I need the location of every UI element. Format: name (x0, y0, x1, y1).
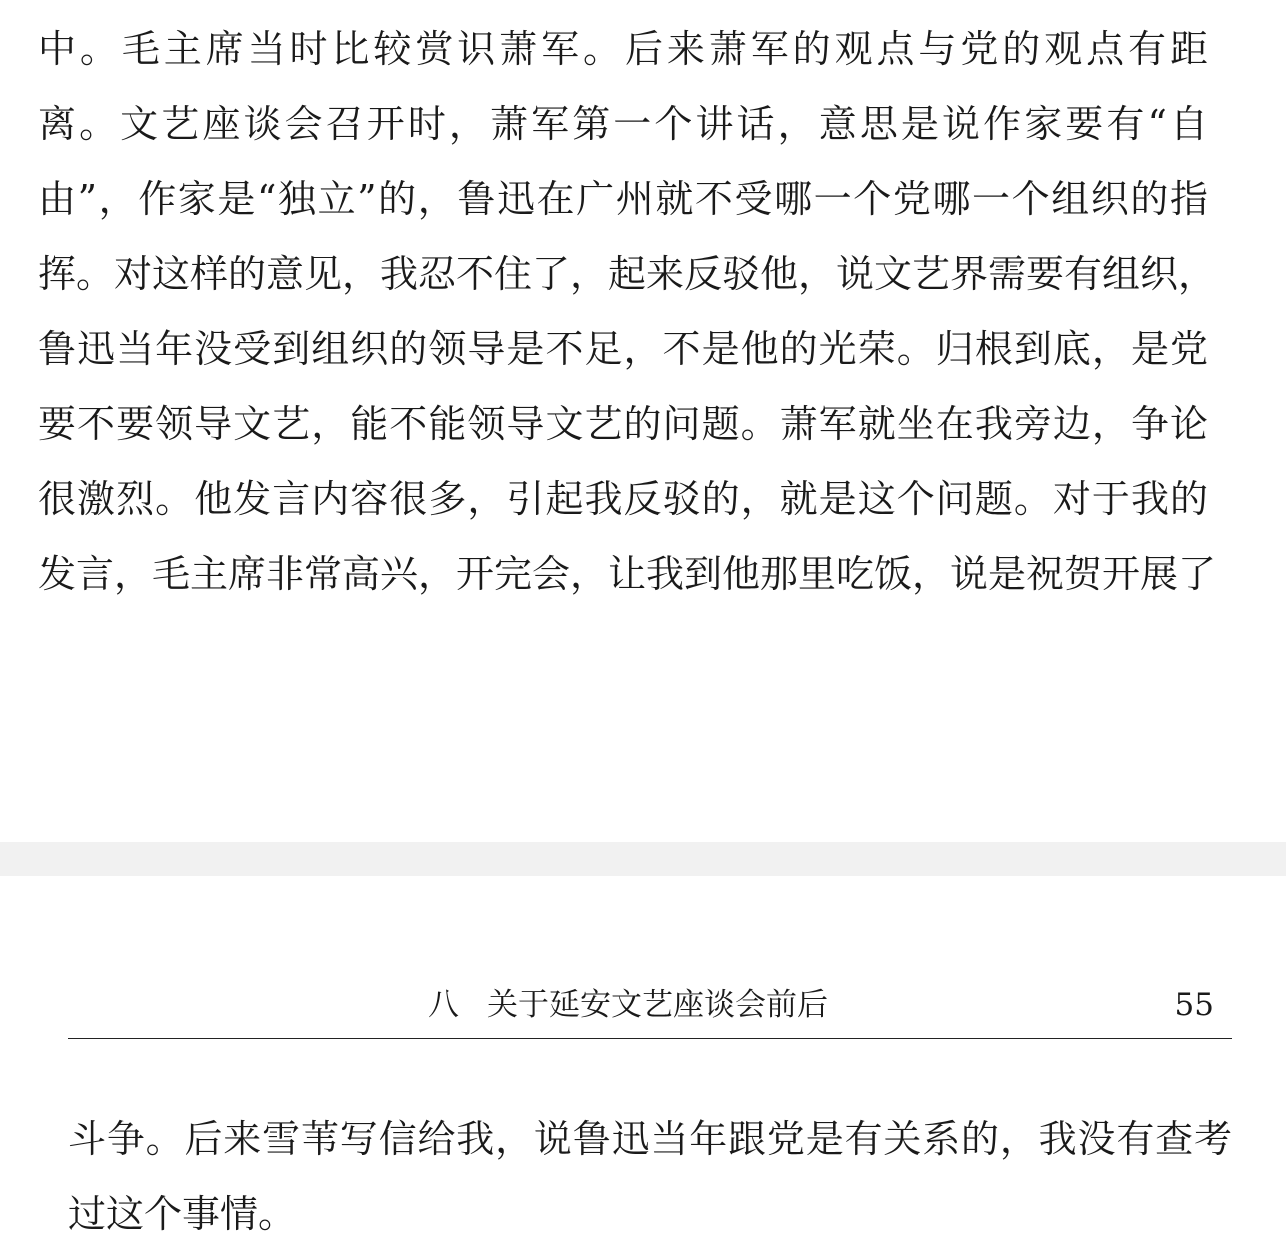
page-separator (0, 842, 1286, 876)
page-number: 55 (1174, 987, 1214, 1023)
chapter-number: 八 (428, 987, 459, 1023)
text-line: 斗争。后来雪苇写信给我，说鲁迅当年跟党是有关系的，我没有查考 (68, 1117, 1232, 1161)
running-title (428, 980, 828, 1030)
header-rule (68, 1038, 1232, 1039)
lower-body-text (68, 1102, 1232, 1252)
text-line: 挥。对这样的意见，我忍不住了，起来反驳他，说文艺界需要有组织， (38, 252, 1217, 296)
upper-body-text (38, 12, 1217, 612)
text-line: 很激烈。他发言内容很多，引起我反驳的，就是这个问题。对于我的 (38, 477, 1208, 521)
running-head (68, 980, 1232, 1030)
text-line: 由”，作家是“独立”的，鲁迅在广州就不受哪一个党哪一个组织的指 (38, 177, 1208, 221)
chapter-title: 关于延安文艺座谈会前后 (487, 987, 828, 1023)
text-line: 离。文艺座谈会召开时，萧军第一个讲话，意思是说作家要有“自 (38, 102, 1208, 146)
text-line: 中。毛主席当时比较赏识萧军。后来萧军的观点与党的观点有距 (38, 27, 1208, 71)
text-line: 发言，毛主席非常高兴，开完会，让我到他那里吃饭，说是祝贺开展了 (38, 552, 1217, 596)
text-line: 鲁迅当年没受到组织的领导是不足，不是他的光荣。归根到底，是党 (38, 327, 1208, 371)
text-line: 过这个事情。 (68, 1192, 297, 1236)
text-line: 要不要领导文艺，能不能领导文艺的问题。萧军就坐在我旁边，争论 (38, 402, 1208, 446)
